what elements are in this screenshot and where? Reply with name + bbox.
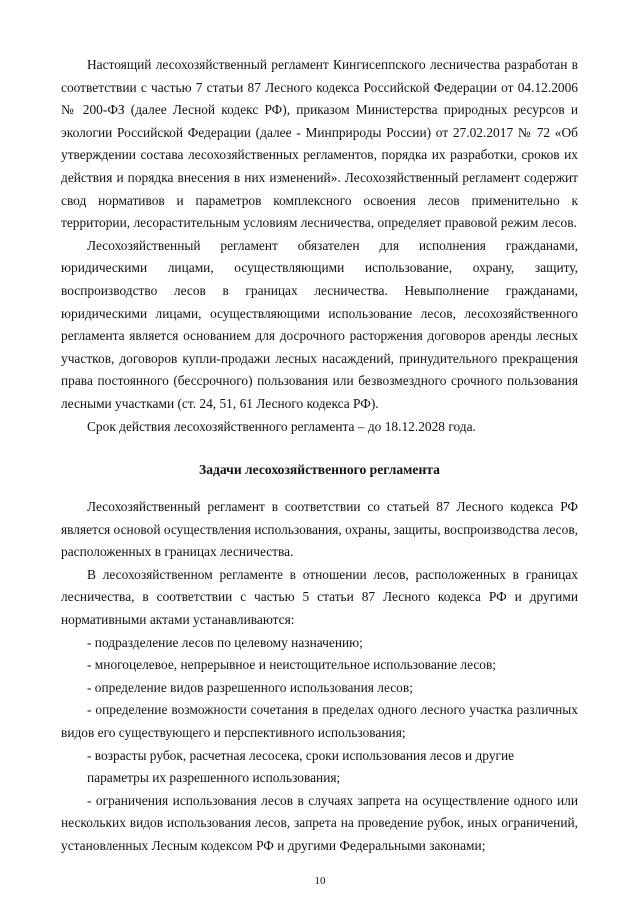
- list-item: - подразделение лесов по целевому назначению;: [87, 634, 363, 650]
- tasks-paragraph-2: В лесохозяйственном регламенте в отношении лесов, расположенных в границах лесничества, в соответствии с частью 5 статьи 87 Лесного кодекса РФ и другими нормативными актами устанавливаются:: [61, 566, 578, 628]
- document-page: [61, 54, 578, 858]
- list-item: - определение видов разрешенного использования лесов;: [87, 679, 413, 695]
- list-item: - ограничения использования лесов в случаях запрета на осуществление одного или нескольких видов использования лесов, запрета на проведение рубок, иных ограничений, установленных Лесным кодексом РФ и другими Федеральными законами;: [61, 792, 578, 853]
- list-item: - многоцелевое, непрерывное и неистощительное использование лесов;: [87, 657, 497, 673]
- list-item: - возрасты рубок, расчетная лесосека, сроки использования лесов и другие: [87, 747, 515, 763]
- intro-paragraph-1: Настоящий лесохозяйственный регламент Кингисеппского лесничества разработан в соответствии с частью 7 статьи 87 Лесного кодекса Российской Федерации от 04.12.2006 № 200-ФЗ (далее Лесной кодекс РФ), приказом Министерства природных ресурсов и экологии Российской Федерации (далее - Минприроды России) от 27.02.2017 № 72 «Об утверждении состава лесохозяйственных регламентов, порядка их разработки, сроков их действия и порядка внесения в них изменений». Лесохозяйственный регламент содержит свод нормативов и параметров комплексного освоения лесов применительно к территории, лесорастительным условиям лесничества, определяет правовой режим лесов.: [61, 57, 578, 231]
- page-number: 10: [314, 875, 326, 887]
- intro-paragraph-validity: Срок действия лесохозяйственного регламента – до 18.12.2028 года.: [87, 418, 476, 434]
- intro-paragraph-2: Лесохозяйственный регламент обязателен для исполнения гражданами, юридическими лицами, осуществляющими использование, охрану, защиту, воспроизводство лесов в границах лесничества. Невыполнение гражданами, юридическими лицами, осуществляющими использование лесов, лесохозяйственного регламента является основанием для досрочного расторжения договоров аренды лесных участков, договоров купли-продажи лесных насаждений, принудительного прекращения права постоянного (бессрочного) пользования или безвозмездного срочного пользования лесными участками (ст. 24, 51, 61 Лесного кодекса РФ).: [61, 237, 578, 411]
- list-item: параметры их разрешенного использования;: [87, 770, 341, 786]
- list-item: - определение возможности сочетания в пределах одного лесного участка различных видов его существующего и перспективного использования;: [61, 702, 578, 741]
- section-heading: Задачи лесохозяйственного регламента: [199, 462, 440, 478]
- tasks-paragraph-1: Лесохозяйственный регламент в соответствии со статьей 87 Лесного кодекса РФ является основой осуществления использования, охраны, защиты, воспроизводства лесов, расположенных в границах лесничества.: [61, 499, 578, 560]
